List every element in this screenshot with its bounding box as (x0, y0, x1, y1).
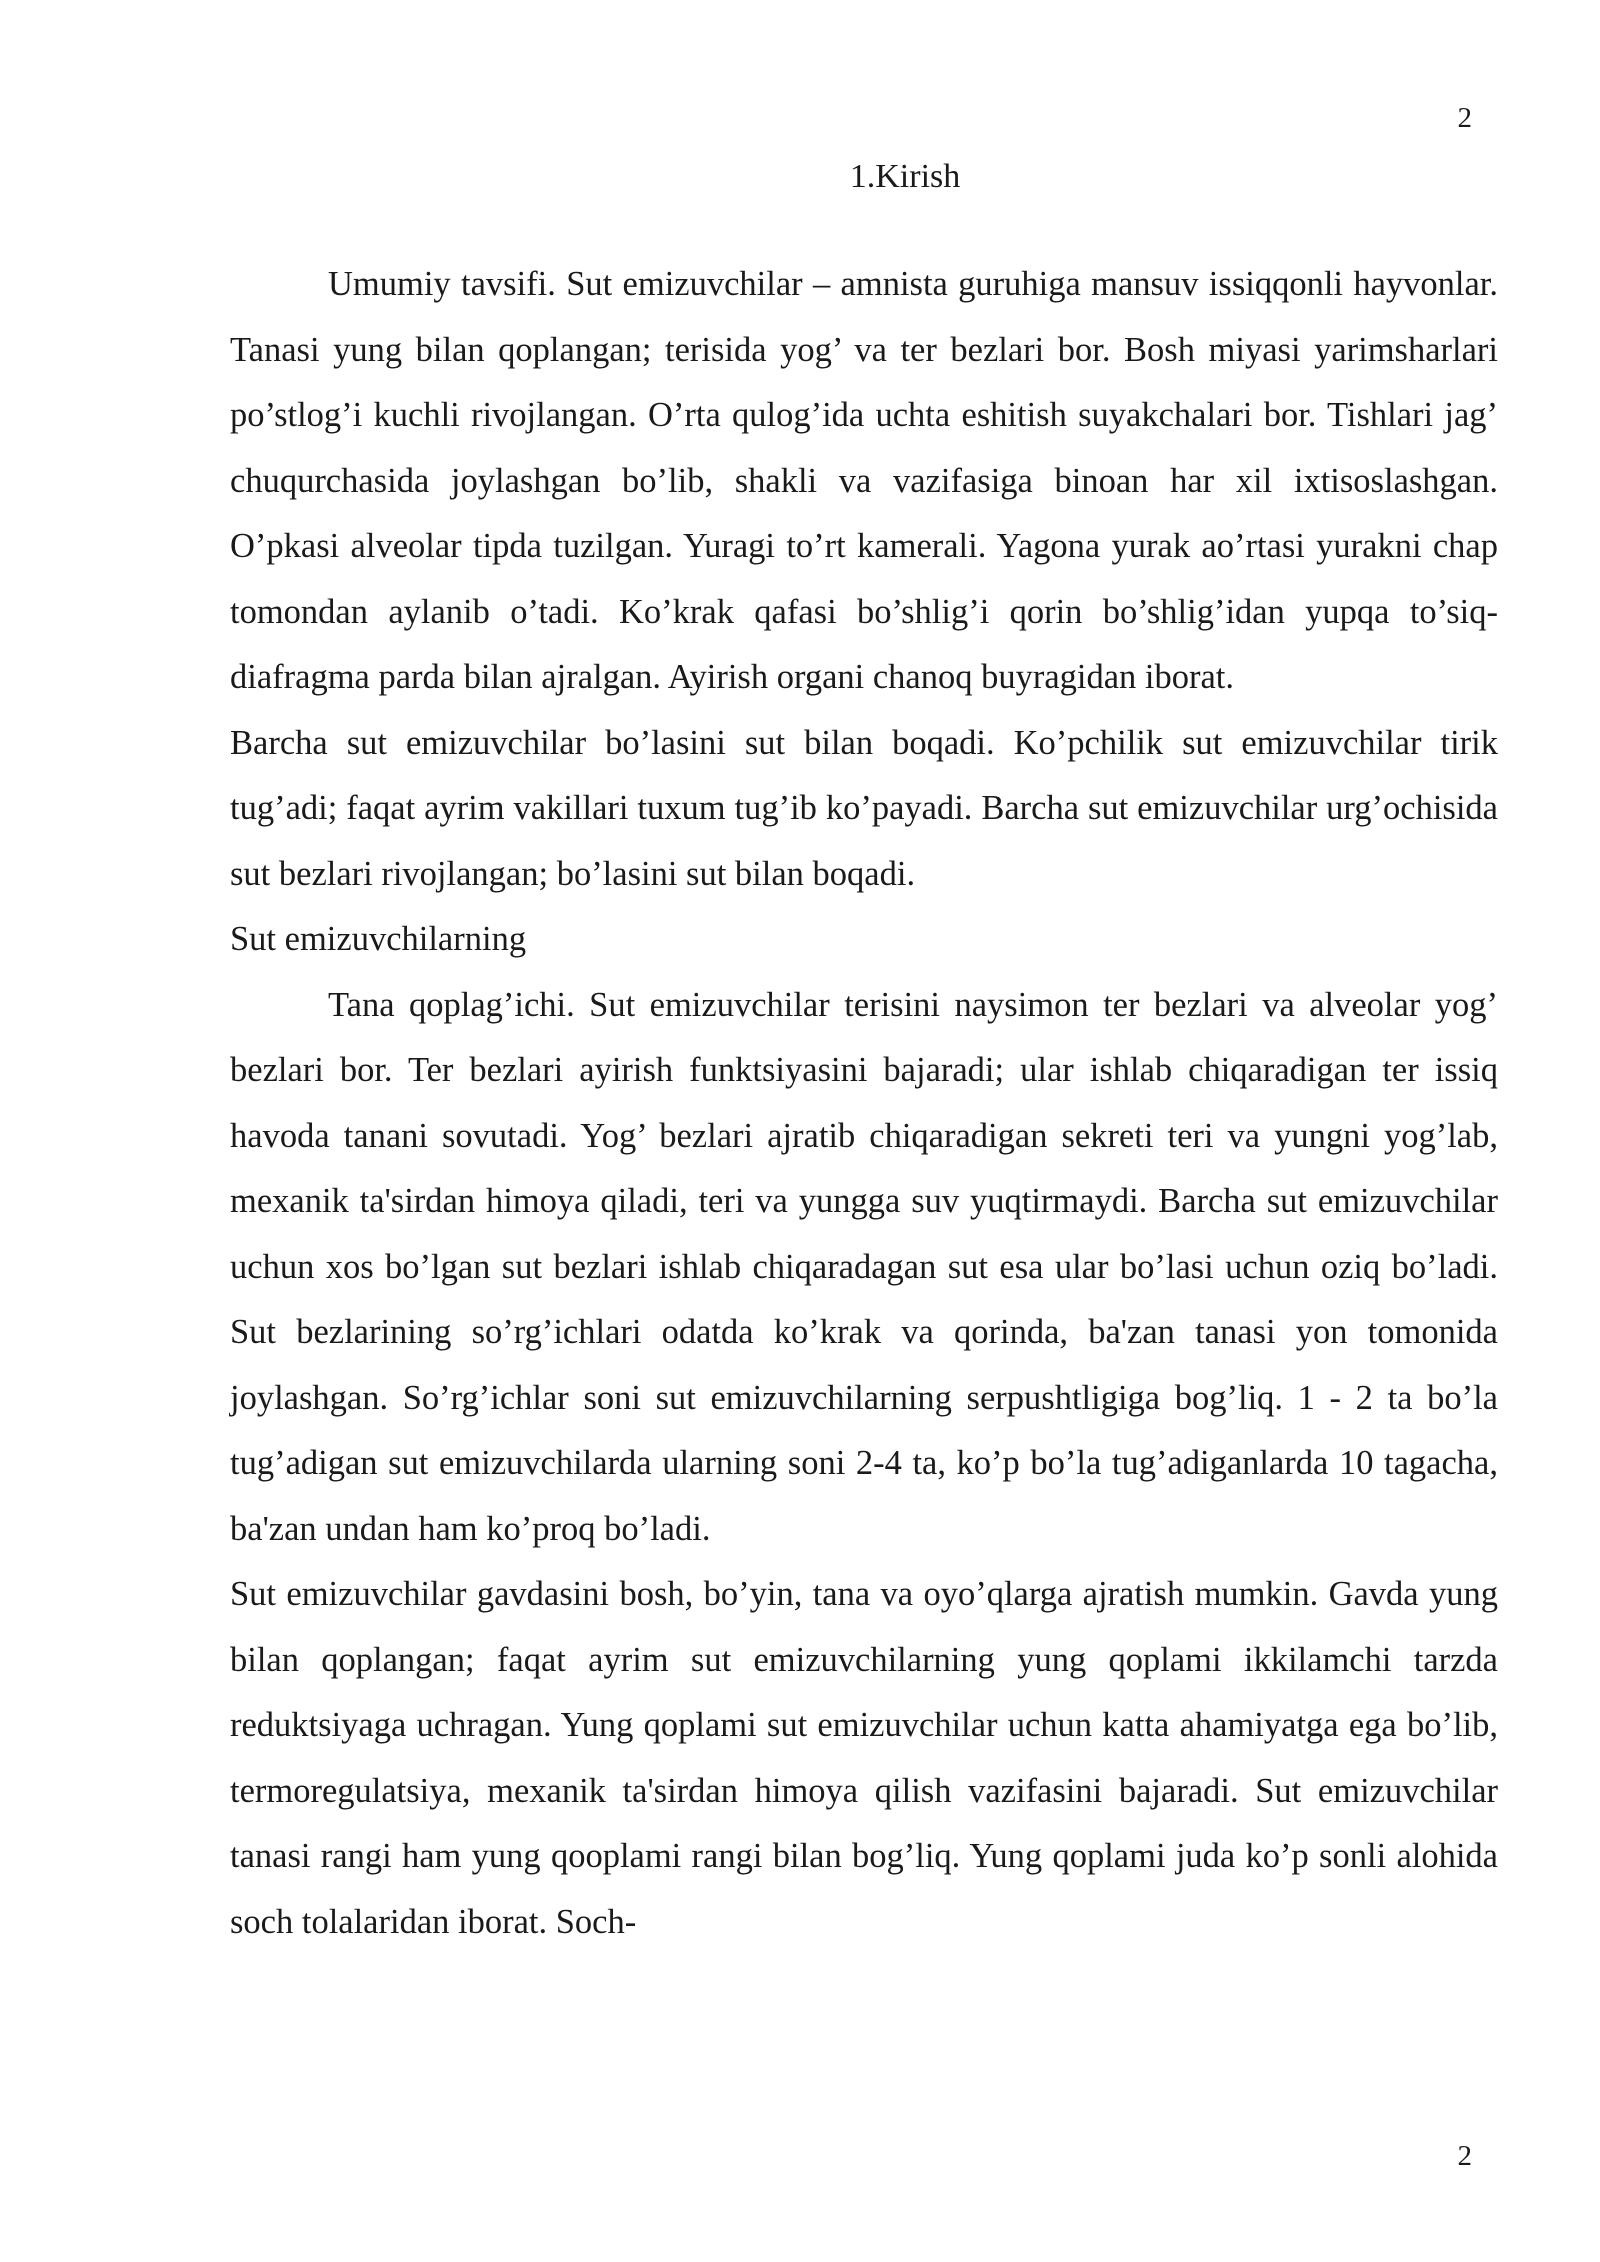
paragraph-general-description: Umumiy tavsifi. Sut emizuvchilar – amnista guruhiga mansuv issiqqonli hayvonlar. Tanasi yung bilan qoplangan; terisida yog’ va ter bezlari bor. Bosh miyasi yarimsharlari po’stlog’i kuchli rivojlangan. O’rta qulog’ida uchta eshitish suyakchalari bor. Tishlari jag’ chuqurchasida joylashgan bo’lib, shakli va vazifasiga binoan har xil ixtisoslashgan. O’pkasi alveolar tipda tuzilgan. Yuragi to’rt kamerali. Yagona yurak ao’rtasi yurakni chap tomondan aylanib o’tadi. Ko’krak qafasi bo’shlig’i qorin bo’shlig’idan yupqa to’siq-diafragma parda bilan ajralgan. Ayirish organi chanoq buyragidan iborat. (230, 265, 1498, 696)
paragraph-subheading: Sut emizuvchilarning (230, 920, 527, 958)
body-text (230, 252, 1498, 1955)
paragraph-body-covering: Tana qoplag’ichi. Sut emizuvchilar terisini naysimon ter bezlari va alveolar yog’ bezlari bor. Ter bezlari ayirish funktsiyasini bajaradi; ular ishlab chiqaradigan ter issiq havoda tanani sovutadi. Yog’ bezlari ajratib chiqaradigan sekreti teri va yungni yog’lab, mexanik ta'sirdan himoya qiladi, teri va yungga suv yuqtirmaydi. Barcha sut emizuvchilar uchun xos bo’lgan sut bezlari ishlab chiqaradagan sut esa ular bo’lasi uchun oziq bo’ladi. Sut bezlarining so’rg’ichlari odatda ko’krak va qorinda, ba'zan tanasi yon tomonida joylashgan. So’rg’ichlar soni sut emizuvchilarning serpushtligiga bog’liq. 1 - 2 ta bo’la tug’adigan sut emizuvchilarda ularning soni 2-4 ta, ko’p bo’la tug’adiganlarda 10 tagacha, ba'zan undan ham ko’proq bo’ladi. (230, 985, 1498, 1548)
page-number-bottom: 2 (1457, 2140, 1472, 2172)
page-number-top: 2 (1457, 102, 1472, 134)
section-title: 1.Kirish (849, 158, 961, 195)
paragraph-feeding: Barcha sut emizuvchilar bo’lasini sut bilan boqadi. Ko’pchilik sut emizuvchilar tirik tug’adi; faqat ayrim vakillari tuxum tug’ib ko’payadi. Barcha sut emizuvchilar urg’ochisida sut bezlari rivojlangan; bo’lasini sut bilan boqadi. (230, 723, 1498, 893)
paragraph-body-parts: Sut emizuvchilar gavdasini bosh, bo’yin, tana va oyo’qlarga ajratish mumkin. Gavda yung bilan qoplangan; faqat ayrim sut emizuvchilarning yung qoplami ikkilamchi tarzda reduktsiyaga uchragan. Yung qoplami sut emizuvchilar uchun katta ahamiyatga ega bo’lib, termoregulatsiya, mexanik ta'sirdan himoya qilish vazifasini bajaradi. Sut emizuvchilar tanasi rangi ham yung qooplami rangi bilan bog’liq. Yung qoplami juda ko’p sonli alohida soch tolalaridan iborat. Soch- (230, 1575, 1498, 1941)
